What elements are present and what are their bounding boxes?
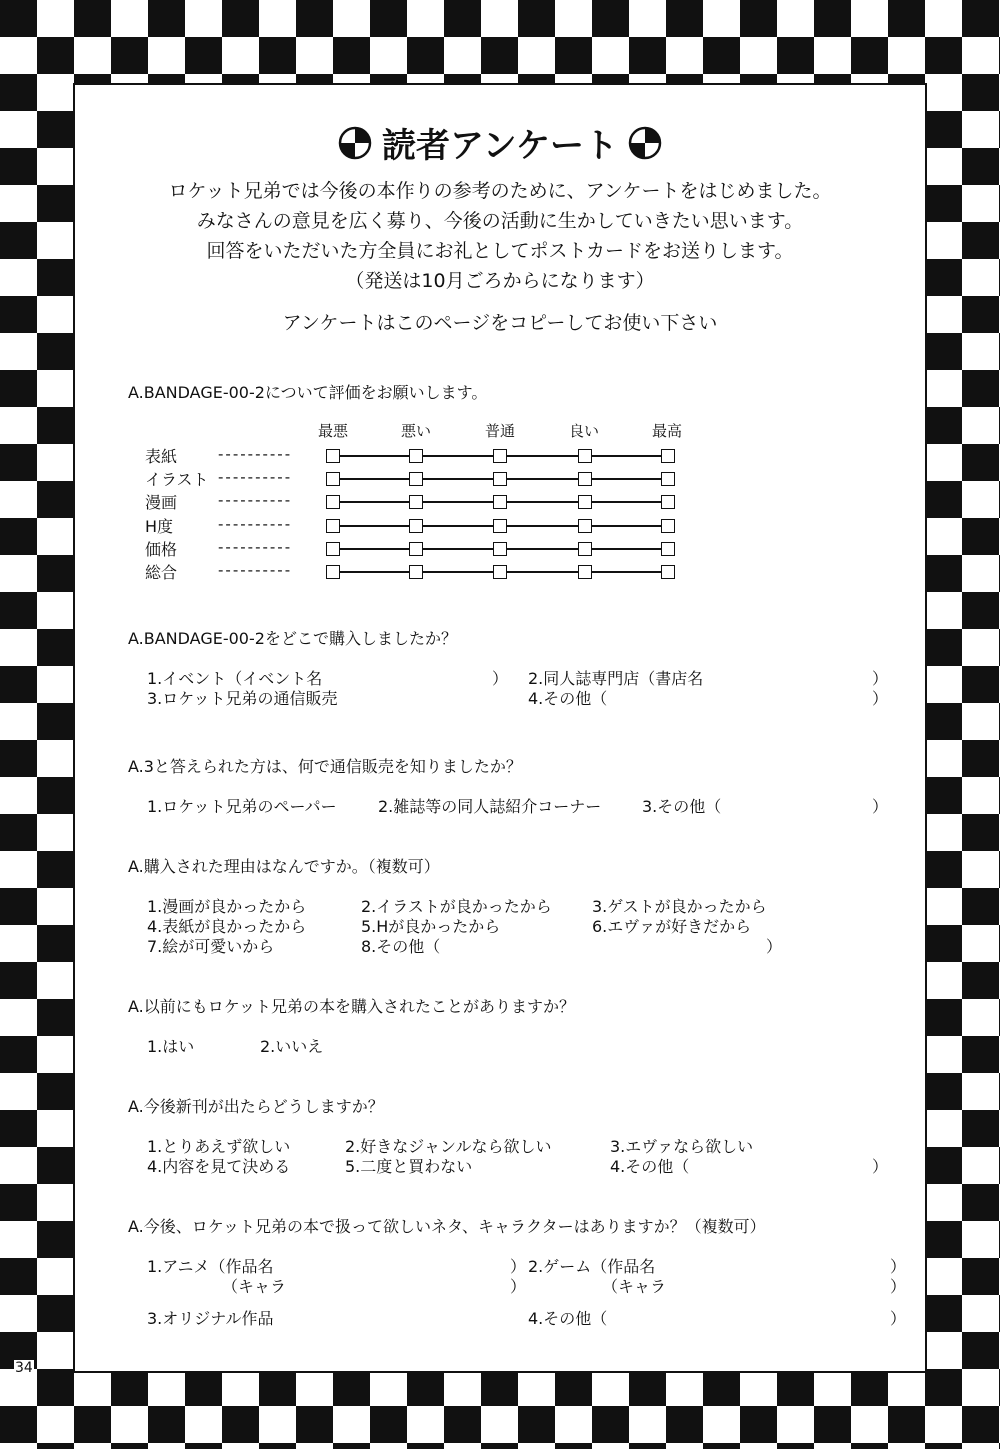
checker-square: [37, 407, 74, 444]
option-original[interactable]: 3.オリジナル作品: [147, 1309, 274, 1328]
rating-checkbox[interactable]: [326, 542, 340, 556]
checker-square: [888, 0, 925, 37]
dash-leader: ----------: [218, 445, 293, 463]
rating-connector: [340, 501, 409, 503]
rating-checkbox[interactable]: [493, 542, 507, 556]
rating-connector: [592, 548, 661, 550]
checker-square: [962, 518, 999, 555]
rating-checkbox[interactable]: [578, 472, 592, 486]
paren-close: ）: [890, 1309, 907, 1328]
checker-square: [37, 777, 74, 814]
option-mail-order[interactable]: 3.ロケット兄弟の通信販売: [147, 689, 338, 708]
checker-square: [0, 962, 37, 999]
rating-connector: [423, 571, 493, 573]
rating-item-label: H度: [145, 517, 174, 536]
rating-item-label: 表紙: [145, 447, 178, 466]
checker-square: [259, 1369, 296, 1406]
dash-leader: ----------: [218, 515, 293, 533]
question-rating: A.BANDAGE-00-2について評価をお願いします。: [128, 383, 488, 402]
rating-connector: [423, 501, 493, 503]
option-other[interactable]: 3.その他（: [642, 797, 722, 816]
option-no[interactable]: 2.いいえ: [260, 1037, 324, 1056]
checker-square: [592, 1406, 629, 1443]
checker-square: [259, 1443, 296, 1449]
checker-square: [37, 629, 74, 666]
paren-close: ）: [766, 937, 783, 956]
rating-connector: [592, 478, 661, 480]
checker-square: [962, 814, 999, 851]
scale-best: 最高: [652, 422, 683, 440]
dash-leader: ----------: [218, 491, 293, 509]
checker-square: [0, 370, 37, 407]
checker-square: [0, 1110, 37, 1147]
checker-square: [962, 1110, 999, 1147]
checker-square: [37, 555, 74, 592]
rating-connector: [340, 525, 409, 527]
checker-square: [74, 1406, 111, 1443]
checker-square: [925, 1147, 962, 1184]
rating-checkbox[interactable]: [493, 495, 507, 509]
rating-checkbox[interactable]: [661, 495, 675, 509]
intro-line: （発送は10月ごろからになります）: [345, 270, 655, 292]
checker-square: [37, 703, 74, 740]
checker-square: [925, 407, 962, 444]
checker-square: [962, 1258, 999, 1295]
checker-square: [185, 1443, 222, 1449]
checker-square: [444, 1406, 481, 1443]
checker-square: [148, 1406, 185, 1443]
checker-square: [0, 518, 37, 555]
checker-square: [962, 740, 999, 777]
rating-checkbox[interactable]: [409, 495, 423, 509]
checker-square: [629, 1443, 666, 1449]
checker-square: [481, 1443, 518, 1449]
checker-square: [962, 1406, 999, 1443]
checker-square: [925, 851, 962, 888]
checker-square: [962, 444, 999, 481]
option-other[interactable]: 4.その他（: [528, 689, 608, 708]
checker-square: [925, 481, 962, 518]
checker-square: [925, 777, 962, 814]
checker-square: [962, 592, 999, 629]
rating-checkbox[interactable]: [326, 495, 340, 509]
rating-connector: [507, 455, 578, 457]
checker-square: [37, 1369, 74, 1406]
rating-checkbox[interactable]: [578, 495, 592, 509]
rating-connector: [340, 548, 409, 550]
checker-square: [0, 1406, 37, 1443]
paren-close: ）: [872, 797, 889, 816]
page-title: 読者アンケート: [382, 126, 618, 166]
rating-connector: [423, 455, 493, 457]
checker-square: [0, 740, 37, 777]
checker-square: [74, 0, 111, 37]
rating-checkbox[interactable]: [578, 542, 592, 556]
checker-square: [925, 629, 962, 666]
option-reason-2[interactable]: 2.イラストが良かったから: [361, 897, 552, 916]
checker-square: [703, 37, 740, 74]
checker-square: [925, 925, 962, 962]
rating-item-label: 価格: [145, 540, 178, 559]
checker-square: [962, 0, 999, 37]
checker-square: [222, 1406, 259, 1443]
intro-line: 回答をいただいた方全員にお礼としてポストカードをお送りします。: [206, 240, 794, 262]
rating-checkbox[interactable]: [578, 565, 592, 579]
checker-square: [407, 37, 444, 74]
checker-square: [666, 0, 703, 37]
rating-checkbox[interactable]: [493, 519, 507, 533]
option-magazine[interactable]: 2.雑誌等の同人誌紹介コーナー: [378, 797, 602, 816]
checker-square: [333, 1443, 370, 1449]
checker-square: [185, 37, 222, 74]
checker-square: [925, 333, 962, 370]
checker-square: [777, 1369, 814, 1406]
paren-close: ）: [872, 689, 889, 708]
checker-square: [222, 0, 259, 37]
paren-close: ）: [510, 1257, 527, 1276]
scale-bad: 悪い: [401, 422, 432, 440]
checker-square: [333, 1369, 370, 1406]
option-reason-3[interactable]: 3.ゲストが良かったから: [592, 897, 767, 916]
rating-connector: [507, 548, 578, 550]
rating-checkbox[interactable]: [661, 449, 675, 463]
checker-square: [925, 1221, 962, 1258]
rating-checkbox[interactable]: [326, 519, 340, 533]
checker-square: [851, 37, 888, 74]
checker-square: [37, 851, 74, 888]
rating-checkbox[interactable]: [578, 519, 592, 533]
checker-square: [962, 888, 999, 925]
checker-square: [851, 1369, 888, 1406]
checker-square: [0, 1258, 37, 1295]
rating-item-label: イラスト: [145, 470, 209, 489]
dash-leader: ----------: [218, 468, 293, 486]
checker-square: [925, 1443, 962, 1449]
rating-checkbox[interactable]: [409, 519, 423, 533]
checker-square: [703, 1443, 740, 1449]
checker-square: [925, 1295, 962, 1332]
option-doujin-shop[interactable]: 2.同人誌専門店（書店名: [528, 669, 704, 688]
checker-square: [0, 444, 37, 481]
dash-leader: ----------: [218, 538, 293, 556]
option-anime[interactable]: 1.アニメ（作品名: [147, 1257, 274, 1276]
question-previous-purchase: A.以前にもロケット兄弟の本を購入されたことがありますか？: [128, 997, 575, 1016]
paren-close: ）: [492, 669, 509, 688]
option-game-character[interactable]: （キャラ: [602, 1277, 667, 1296]
rating-checkbox[interactable]: [661, 565, 675, 579]
rating-connector: [423, 478, 493, 480]
option-anime-character[interactable]: （キャラ: [222, 1277, 287, 1296]
option-next-2[interactable]: 2.好きなジャンルなら欲しい: [345, 1137, 552, 1156]
question-requests: A.今後、ロケット兄弟の本で扱って欲しいネタ、キャラクターはありますか？（複数可）: [128, 1217, 766, 1236]
checker-square: [629, 37, 666, 74]
checker-square: [962, 1036, 999, 1073]
checker-square: [37, 481, 74, 518]
intro-line: みなさんの意見を広く募り、今後の活動に生かしていきたい思います。: [196, 210, 804, 232]
option-event[interactable]: 1.イベント（イベント名: [147, 669, 323, 688]
checker-square: [925, 999, 962, 1036]
checker-square: [629, 1369, 666, 1406]
paren-close: ）: [510, 1277, 527, 1296]
checker-square: [925, 1369, 962, 1406]
checker-square: [407, 1369, 444, 1406]
rating-checkbox[interactable]: [661, 542, 675, 556]
checker-square: [370, 1406, 407, 1443]
rating-checkbox[interactable]: [493, 449, 507, 463]
option-reason-6[interactable]: 6.エヴァが好きだから: [592, 917, 752, 936]
checker-square: [925, 555, 962, 592]
checker-square: [814, 0, 851, 37]
rating-connector: [507, 525, 578, 527]
paren-close: ）: [872, 669, 889, 688]
rating-connector: [340, 571, 409, 573]
checker-square: [518, 0, 555, 37]
checker-square: [740, 1406, 777, 1443]
checker-square: [962, 1184, 999, 1221]
rating-checkbox[interactable]: [661, 519, 675, 533]
checker-square: [851, 1443, 888, 1449]
rating-checkbox[interactable]: [493, 472, 507, 486]
rating-connector: [592, 571, 661, 573]
rating-connector: [507, 501, 578, 503]
target-mark-icon: [338, 126, 372, 160]
rating-checkbox[interactable]: [326, 472, 340, 486]
option-yes[interactable]: 1.はい: [147, 1037, 195, 1056]
checker-square: [666, 1406, 703, 1443]
option-next-3[interactable]: 3.エヴァなら欲しい: [610, 1137, 754, 1156]
scale-normal: 普通: [485, 422, 516, 440]
checker-square: [444, 0, 481, 37]
rating-checkbox[interactable]: [326, 565, 340, 579]
checker-square: [0, 666, 37, 703]
rating-connector: [507, 478, 578, 480]
scale-worst: 最悪: [318, 422, 349, 440]
checker-square: [37, 1073, 74, 1110]
checker-square: [0, 1184, 37, 1221]
checker-square: [518, 1406, 555, 1443]
rating-checkbox[interactable]: [409, 449, 423, 463]
checker-square: [962, 666, 999, 703]
paren-close: ）: [890, 1277, 907, 1296]
rating-checkbox[interactable]: [409, 565, 423, 579]
option-reason-5[interactable]: 5.Hが良かったから: [361, 917, 501, 936]
checker-square: [296, 1406, 333, 1443]
checker-square: [0, 814, 37, 851]
rating-item-label: 漫画: [145, 493, 178, 512]
checker-square: [296, 0, 333, 37]
option-next-other[interactable]: 4.その他（: [610, 1157, 690, 1176]
page-number: 34: [15, 1360, 33, 1376]
copy-note: アンケートはこのページをコピーしてお使い下さい: [282, 312, 718, 334]
checker-square: [592, 0, 629, 37]
rating-connector: [340, 455, 409, 457]
checker-square: [814, 1406, 851, 1443]
checker-square: [555, 1443, 592, 1449]
paren-close: ）: [890, 1257, 907, 1276]
checker-square: [370, 0, 407, 37]
checker-square: [0, 0, 37, 37]
checker-square: [777, 37, 814, 74]
option-other[interactable]: 4.その他（: [528, 1309, 608, 1328]
option-next-4[interactable]: 4.内容を見て決める: [147, 1157, 291, 1176]
checker-square: [925, 703, 962, 740]
rating-connector: [592, 501, 661, 503]
option-game[interactable]: 2.ゲーム（作品名: [528, 1257, 656, 1276]
question-mail-order-source: A.3と答えられた方は、何で通信販売を知りましたか？: [128, 757, 522, 776]
checker-square: [37, 1443, 74, 1449]
scale-good: 良い: [569, 422, 600, 440]
checker-square: [148, 0, 185, 37]
survey-header: [0, 118, 1000, 167]
rating-connector: [507, 571, 578, 573]
checker-square: [777, 1443, 814, 1449]
question-purchase-place: A.BANDAGE-00-2をどこで購入しましたか？: [128, 629, 457, 648]
checker-square: [962, 1332, 999, 1369]
checker-square: [0, 888, 37, 925]
checker-square: [740, 0, 777, 37]
option-reason-4[interactable]: 4.表紙が良かったから: [147, 917, 307, 936]
option-paper[interactable]: 1.ロケット兄弟のペーパー: [147, 797, 337, 816]
checker-square: [481, 37, 518, 74]
checker-square: [962, 962, 999, 999]
checker-square: [407, 1443, 444, 1449]
checker-square: [555, 1369, 592, 1406]
checker-square: [259, 37, 296, 74]
checker-square: [37, 37, 74, 74]
rating-checkbox[interactable]: [409, 472, 423, 486]
checker-square: [703, 1369, 740, 1406]
question-reason: A.購入された理由はなんですか。（複数可）: [128, 857, 440, 876]
checker-square: [37, 925, 74, 962]
rating-checkbox[interactable]: [326, 449, 340, 463]
checker-square: [37, 333, 74, 370]
rating-connector: [423, 548, 493, 550]
question-next-release: A.今後新刊が出たらどうしますか？: [128, 1097, 384, 1116]
option-reason-8[interactable]: 8.その他（: [361, 937, 441, 956]
checker-square: [888, 1406, 925, 1443]
checker-square: [333, 37, 370, 74]
option-reason-1[interactable]: 1.漫画が良かったから: [147, 897, 307, 916]
rating-connector: [592, 455, 661, 457]
rating-checkbox[interactable]: [661, 472, 675, 486]
checker-square: [0, 74, 37, 111]
rating-connector: [592, 525, 661, 527]
option-reason-7[interactable]: 7.絵が可愛いから: [147, 937, 275, 956]
checker-square: [37, 1221, 74, 1258]
checker-square: [962, 74, 999, 111]
checker-square: [111, 1369, 148, 1406]
checker-square: [185, 1369, 222, 1406]
checker-square: [37, 1147, 74, 1184]
checker-square: [37, 999, 74, 1036]
option-next-1[interactable]: 1.とりあえず欲しい: [147, 1137, 291, 1156]
checker-square: [962, 370, 999, 407]
target-mark-icon: [628, 126, 662, 160]
rating-checkbox[interactable]: [409, 542, 423, 556]
checker-square: [925, 1073, 962, 1110]
rating-connector: [340, 478, 409, 480]
rating-checkbox[interactable]: [578, 449, 592, 463]
checker-square: [555, 37, 592, 74]
checker-square: [925, 37, 962, 74]
dash-leader: ----------: [218, 561, 293, 579]
checker-square: [481, 1369, 518, 1406]
rating-checkbox[interactable]: [493, 565, 507, 579]
checker-square: [0, 1036, 37, 1073]
checker-square: [111, 37, 148, 74]
checker-square: [111, 1443, 148, 1449]
rating-item-label: 総合: [145, 563, 178, 582]
paren-close: ）: [872, 1157, 889, 1176]
rating-connector: [423, 525, 493, 527]
option-next-5[interactable]: 5.二度と買わない: [345, 1157, 473, 1176]
checker-square: [37, 1295, 74, 1332]
checker-square: [0, 592, 37, 629]
intro-line: ロケット兄弟では今後の本作りの参考のために、アンケートをはじめました。: [168, 180, 832, 202]
